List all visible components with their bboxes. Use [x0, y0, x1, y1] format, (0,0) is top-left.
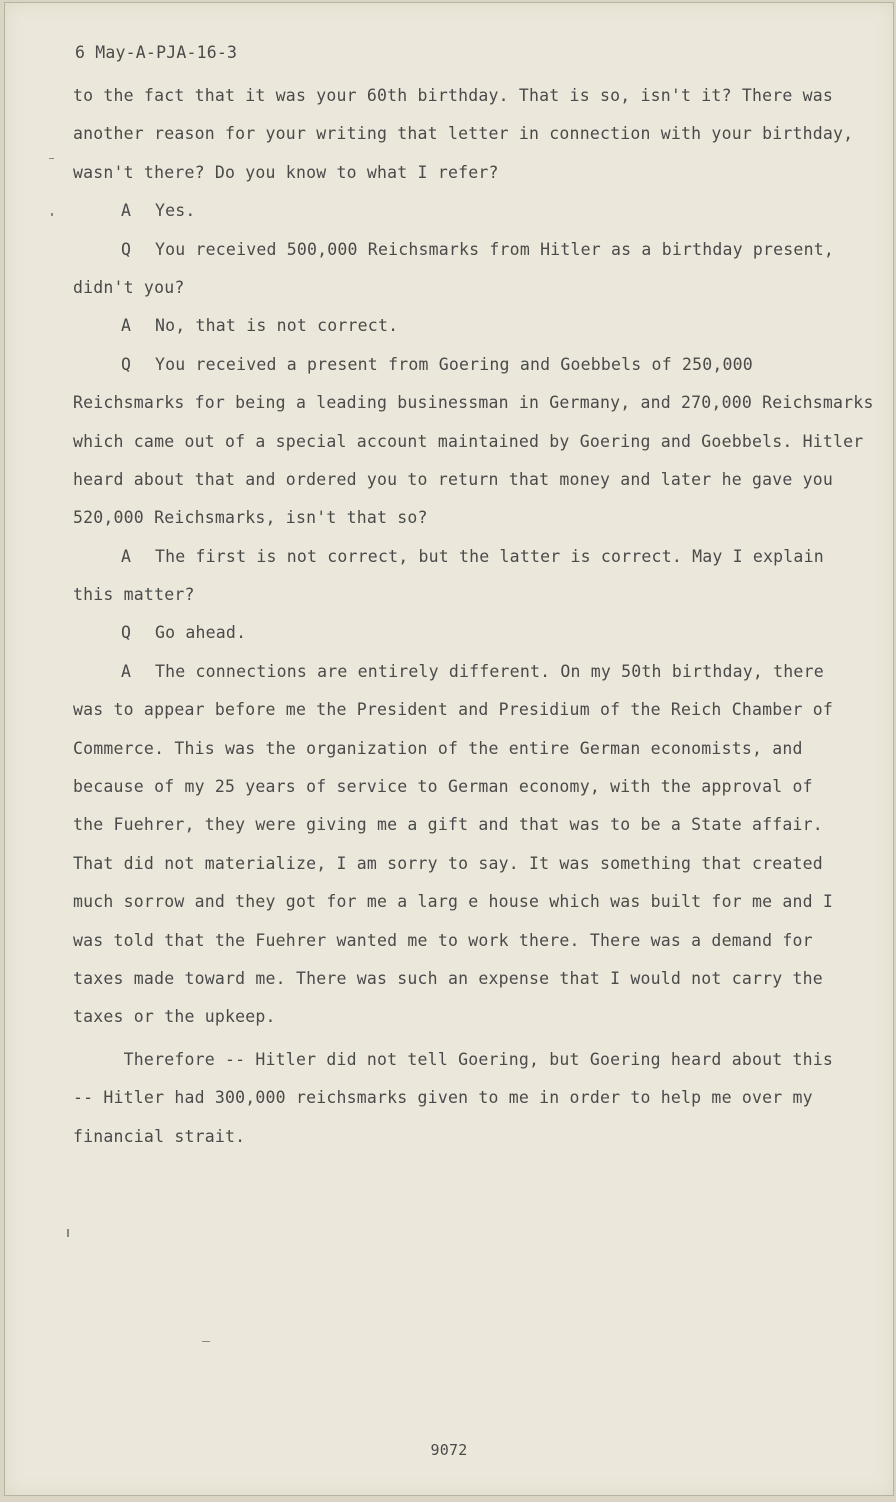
speaker-label: A: [121, 316, 132, 336]
text-line: Therefore -- Hitler did not tell Goering, but Goering heard about this: [73, 1049, 834, 1069]
question-line: [73, 614, 843, 652]
question-line: [73, 346, 843, 384]
answer-line: [73, 653, 843, 691]
text-line: 520,000 Reichsmarks, isn't that so?: [73, 508, 428, 528]
answer-line: [73, 538, 843, 576]
speaker-label: A: [121, 661, 132, 681]
text-line: Reichsmarks for being a leading businessman in Germany, and 270,000 Reichsmarks: [73, 393, 874, 413]
stray-mark: [49, 158, 54, 159]
answer-line: [73, 307, 843, 345]
text-line: the Fuehrer, they were giving me a gift and that was to be a State affair.: [73, 815, 823, 835]
text-line: much sorrow and they got for me a larg e house which was built for me and I: [73, 892, 834, 912]
transcript-body: [73, 77, 874, 1156]
text-line: was told that the Fuehrer wanted me to work there. There was a demand for: [73, 930, 813, 950]
text-line: this matter?: [73, 585, 195, 605]
speaker-label: Q: [121, 623, 132, 643]
stray-mark: [202, 1341, 210, 1342]
document-page: [4, 2, 894, 1496]
text-line: Commerce. This was the organization of the entire German economists, and: [73, 738, 803, 758]
text-line: financial strait.: [73, 1126, 246, 1146]
text-line: heard about that and ordered you to return that money and later he gave you: [73, 469, 834, 489]
text-span: Go ahead.: [155, 623, 247, 643]
text-span: The connections are entirely different. On my 50th birthday, there: [155, 661, 824, 681]
speaker-label: Q: [121, 354, 132, 374]
text-line: taxes or the upkeep.: [73, 1007, 276, 1027]
text-span: You received a present from Goering and Goebbels of 250,000: [155, 354, 753, 374]
text-line: wasn't there? Do you know to what I refer?: [73, 162, 499, 182]
text-line: which came out of a special account maintained by Goering and Goebbels. Hitler: [73, 431, 864, 451]
text-span: No, that is not correct.: [155, 316, 399, 336]
text-line: That did not materialize, I am sorry to say. It was something that created: [73, 853, 823, 873]
text-line: because of my 25 years of service to German economy, with the approval of: [73, 777, 813, 797]
text-line: was to appear before me the President and Presidium of the Reich Chamber of: [73, 700, 834, 720]
text-line: taxes made toward me. There was such an expense that I would not carry the: [73, 968, 823, 988]
question-line: [73, 231, 843, 269]
text-line: another reason for your writing that letter in connection with your birthday,: [73, 124, 854, 144]
document-reference: 6 May-A-PJA-16-3: [75, 43, 238, 62]
stray-mark: [67, 1229, 69, 1237]
stray-mark: [51, 213, 53, 216]
page-number: 9072: [430, 1441, 468, 1459]
text-line: -- Hitler had 300,000 reichsmarks given to me in order to help me over my: [73, 1088, 813, 1108]
speaker-label: A: [121, 546, 132, 566]
speaker-label: Q: [121, 239, 132, 259]
speaker-label: A: [121, 201, 132, 221]
text-line: didn't you?: [73, 277, 185, 297]
text-span: You received 500,000 Reichsmarks from Hitler as a birthday present,: [155, 239, 834, 259]
answer-line: [73, 192, 843, 230]
text-line: to the fact that it was your 60th birthday. That is so, isn't it? There was: [73, 86, 834, 105]
text-span: Yes.: [155, 201, 196, 221]
text-span: The first is not correct, but the latter is correct. May I explain: [155, 546, 824, 566]
